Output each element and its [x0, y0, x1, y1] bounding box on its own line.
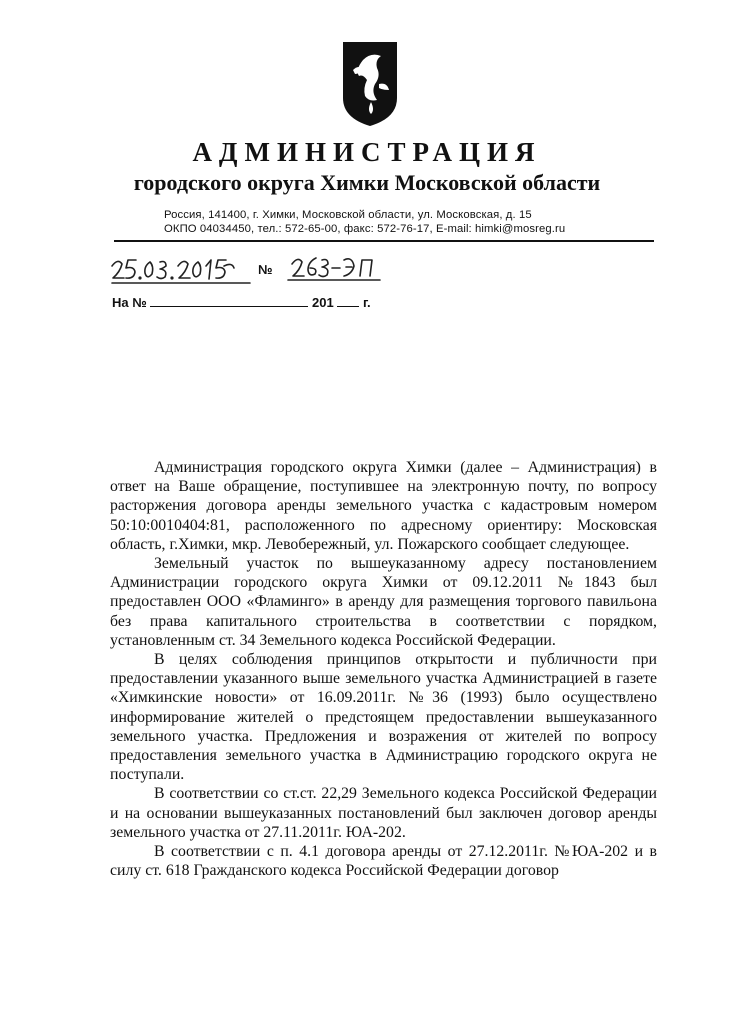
body-paragraph: В соответствии со ст.ст. 22,29 Земельного кодекса Российской Федерации и на основании вышеуказанных постановлений был заключен договор аренды земельного участка от 27.11.2011г. ЮА-202.: [110, 785, 657, 841]
reference-line: [112, 294, 371, 310]
header-divider: [114, 240, 654, 242]
reference-year: 201: [311, 295, 334, 310]
org-contacts: ОКПО 04034450, тел.: 572-65-00, факс: 572-76-17, E-mail: himki@mosreg.ru: [164, 223, 566, 235]
khimki-coat-of-arms-icon: [341, 40, 399, 128]
number-label: №: [258, 262, 273, 277]
reference-year-blank: [337, 294, 359, 307]
reference-number-blank: [150, 294, 308, 307]
letter-body: [110, 458, 657, 880]
body-paragraph: В соответствии с п. 4.1 договора аренды от 27.12.2011г. №ЮА-202 и в силу ст. 618 Гражданского кодекса Российской Федерации договор: [110, 843, 657, 880]
body-paragraph: Администрация городского округа Химки (далее – Администрация) в ответ на Ваше обращение, поступившее на электронную почту, по вопросу расторжения договора аренды земельного участка с кадастровым номером 50:10:0010404:81, расположенного по адресному ориентиру: Московская область, г.Химки, мкр. Левобережный, ул. Пожарского сообщает следующее.: [110, 459, 657, 553]
body-paragraph: Земельный участок по вышеуказанному адресу постановлением Администрации городского округа Химки от 09.12.2011 №1843 был предоставлен ООО «Фламинго» в аренду для размещения торгового павильона без права капитального строительства в соответствии с порядком, установленным ст. 34 Земельного кодекса Российской Федерации.: [110, 555, 657, 649]
reference-prefix: На №: [112, 295, 147, 310]
body-paragraph: В целях соблюдения принципов открытости и публичности при предоставлении указанного выше земельного участка Администрацией в газете «Химкинские новости» от 16.09.2011г. №36 (1993) было осуществлено информирование жителей о предстоящем предоставлении вышеуказанного земельного участка. Предложения и возражения от жителей по вопросу предоставления земельного участка в Администрацию городского округа не поступали.: [110, 651, 657, 784]
reference-suffix: г.: [362, 295, 371, 310]
org-subtitle: городского округа Химки Московской области: [133, 170, 601, 195]
org-title: АДМИНИСТРАЦИЯ: [192, 137, 542, 167]
org-address: Россия, 141400, г. Химки, Московской области, ул. Московская, д. 15: [164, 209, 532, 221]
